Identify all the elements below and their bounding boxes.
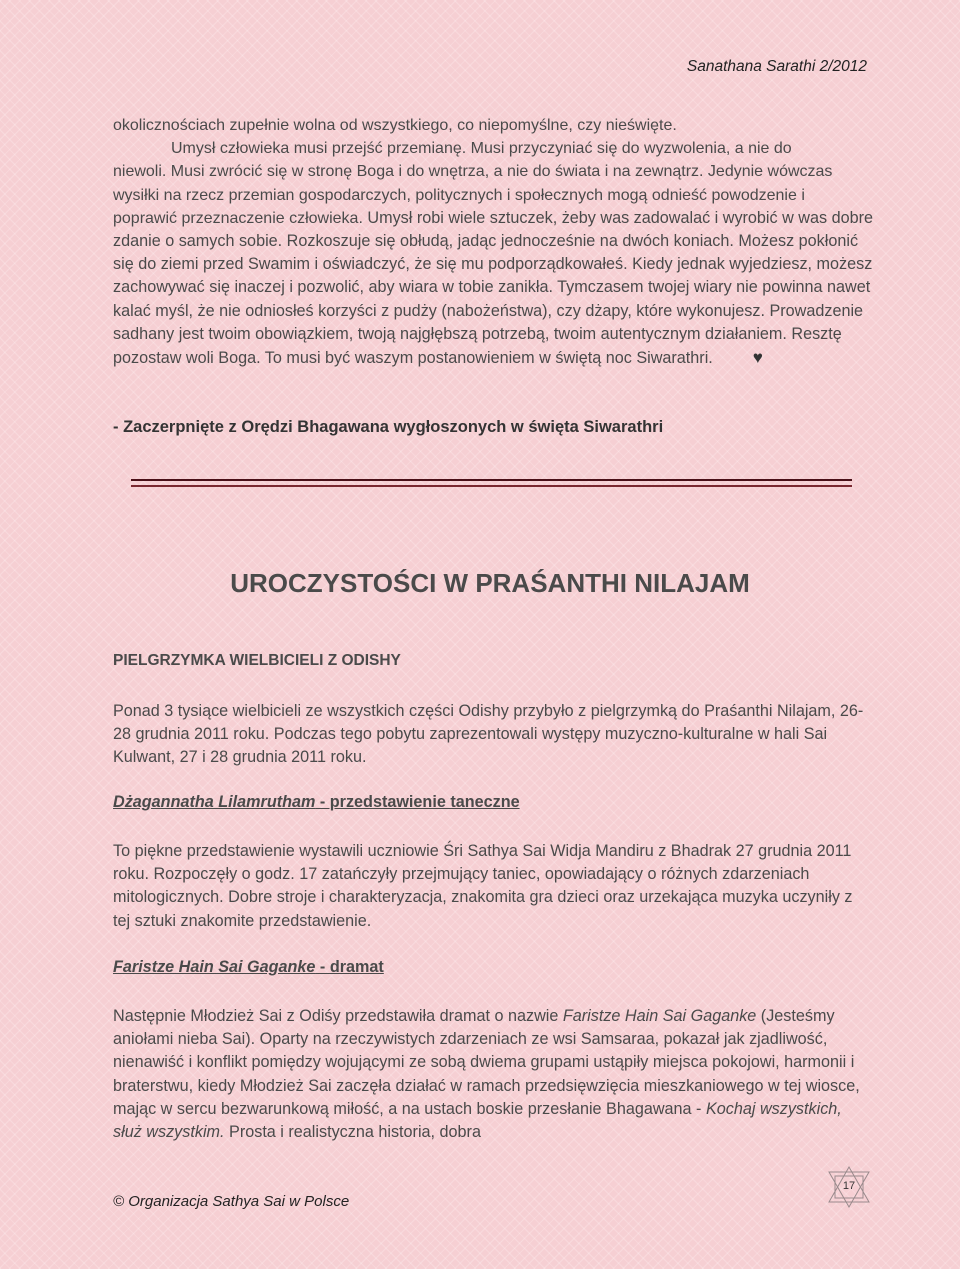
- drama-text-title: Faristze Hain Sai Gaganke: [562, 1007, 757, 1025]
- heart-icon: ♥: [752, 348, 763, 368]
- intro-line-2: Umysł człowieka musi przejść przemianę. Musi przyczyniać się do wyzwolenia, a nie do: [171, 140, 792, 158]
- intro-line-1: okolicznościach zupełnie wolna od wszystkiego, co niepomyślne, czy nieświęte.: [113, 117, 677, 134]
- drama-text-c: Prosta i realistyczna historia, dobra: [224, 1123, 481, 1142]
- main-title: UROCZYSTOŚCI W PRAŚANTHI NILAJAM: [230, 568, 750, 598]
- drama-paragraph: [113, 1005, 873, 1144]
- intro-paragraph: [113, 114, 873, 370]
- dance-subheading: [113, 793, 520, 812]
- footer-organization: © Organizacja Sathya Sai w Polsce: [113, 1193, 350, 1210]
- drama-text-quote: Kochaj wszystkich, służ wszystkim.: [113, 1099, 842, 1142]
- drama-subheading: [113, 958, 384, 977]
- dance-paragraph: To piękne przedstawienie wystawili uczniowie Śri Sathya Sai Widja Mandiru z Bhadrak 27 grudnia 2011 roku. Rozpoczęły o godz. 17 zatańczyły przejmujący taniec, opowiadający o różnych zdarzeniach mitologicznych. Dobre stroje i charakteryzacja, znakomita gra dzieci oraz urzekająca muzyka uczyniły z tej sztuki znakomite przedstawienie.: [113, 842, 853, 930]
- page-number: 17: [842, 1180, 856, 1192]
- source-attribution: - Zaczerpnięte z Orędzi Bhagawana wygłoszonych w święta Siwarathri: [113, 418, 664, 436]
- section-title: PIELGRZYMKA WIELBICIELI Z ODISHY: [113, 652, 401, 669]
- magazine-header: Sanathana Sarathi 2/2012: [686, 58, 867, 75]
- dance-title: Dżagannatha Lilamrutham: [113, 793, 316, 811]
- intro-line-3: niewoli. Musi zwrócić się w stronę Boga i do wnętrza, a nie do świata i na zewnątrz. Jedynie wówczas wysiłki na rzecz przemian gospodarczych, politycznych i społecznych mogą odnieść powodzenie i poprawić przeznaczenie człowieka.: [113, 163, 833, 227]
- page-number-badge: [826, 1166, 872, 1208]
- drama-title: Faristze Hain Sai Gaganke: [113, 958, 316, 976]
- pilgrimage-paragraph: Ponad 3 tysiące wielbicieli ze wszystkich części Odishy przybyło z pielgrzymką do Praśanthi Nilajam, 26-28 grudnia 2011 roku. Podczas tego pobytu zaprezentowali występy muzyczno-kulturalne w hali Sai Kulwant, 27 i 28 grudnia 2011 roku.: [113, 702, 864, 767]
- drama-text-b: (Jesteśmy aniołami nieba Sai). Oparty na rzeczywistych zdarzeniach ze wsi Samsaraa, pokazał jak zjadliwość, nienawiść i konflikt pomiędzy wojującymi ze sobą dwiema grupami ustąpiły miejsca pokojowi, harmonii i braterstwu, kiedy Młodzież Sai zaczęła działać w ramach przedsięwzięcia mieszkaniowego w tej wiosce, mając w sercu bezwarunkową miłość, a na ustach boskie przesłanie Bhagawana -: [113, 1007, 860, 1118]
- drama-title-rest: - dramat: [315, 958, 384, 976]
- dance-title-rest: - przedstawienie taneczne: [315, 793, 520, 811]
- intro-rest: Umysł robi wiele sztuczek, żeby was zadowalać i wyrobić w was dobre zdanie o samych sobie. Rozkoszuje się obłudą, jadąc jednocześnie na dwóch koniach. Możesz pokłonić się do ziemi przed Swamim i oświadczyć, że się mu podporządkowałeś. Kiedy jednak wyjedziesz, możesz zachowywać się inaczej i pozwolić, aby wiara w tobie zanikła. Tymczasem twojej wiary nie powinna nawet kalać myśl, że nie odniosłeś korzyści z pudży (nabożeństwa), czy dżapy, które wykonujesz. Prowadzenie sadhany jest twoim obowiązkiem, twoją najgłębszą potrzebą, twoim autentycznym działaniem. Resztę pozostaw woli Boga. To musi być waszym postanowieniem w świętą noc Siwarathri.: [113, 208, 873, 368]
- drama-text-a: Następnie Młodzież Sai z Odiśy przedstawiła dramat o nazwie: [113, 1007, 563, 1025]
- section-divider: [131, 479, 852, 489]
